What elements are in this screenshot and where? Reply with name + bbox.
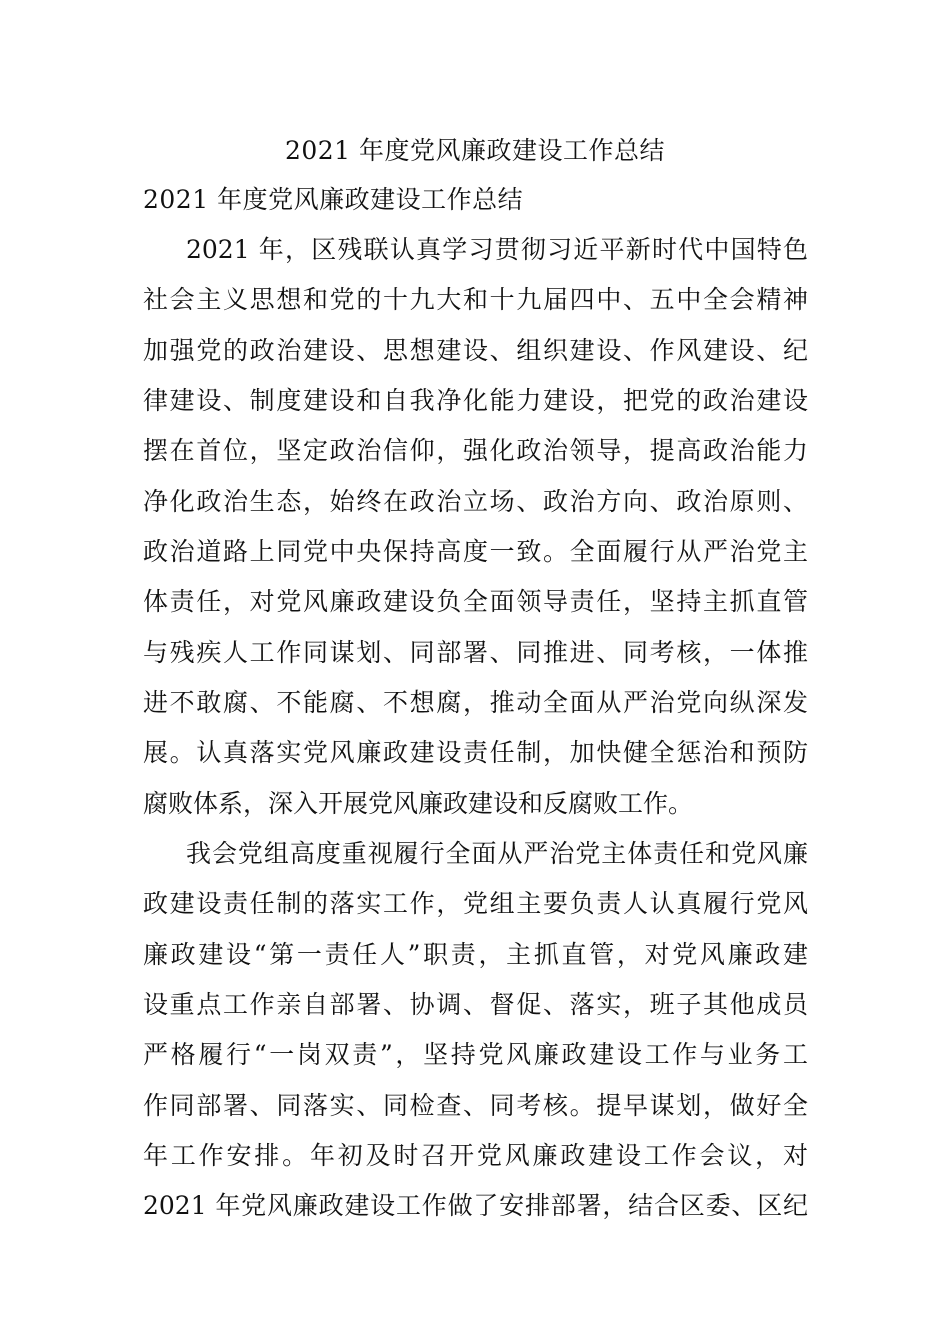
- paragraph-1-line: 体责任，对党风廉政建设负全面领导责任，坚持主抓直管: [143, 587, 808, 616]
- document-title: 2021 年度党风廉政建设工作总结: [284, 136, 666, 165]
- paragraph-1-line: 腐败体系，深入开展党风廉政建设和反腐败工作。: [143, 789, 694, 818]
- paragraph-2-line: 年工作安排。年初及时召开党风廉政建设工作会议，对: [143, 1141, 808, 1170]
- paragraph-2-line: 设重点工作亲自部署、协调、督促、落实，班子其他成员: [143, 990, 808, 1019]
- paragraph-1-line: 加强党的政治建设、思想建设、组织建设、作风建设、纪: [143, 336, 808, 365]
- paragraph-2-line: 廉政建设“第一责任人”职责，主抓直管，对党风廉政建: [143, 940, 808, 969]
- paragraph-1-line: 进不敢腐、不能腐、不想腐，推动全面从严治党向纵深发: [143, 688, 808, 717]
- paragraph-2-line: 我会党组高度重视履行全面从严治党主体责任和党风廉: [186, 839, 808, 868]
- paragraph-1-line: 政治道路上同党中央保持高度一致。全面履行从严治党主: [143, 537, 808, 566]
- paragraph-1-line: 展。认真落实党风廉政建设责任制，加快健全惩治和预防: [143, 738, 808, 767]
- paragraph-1-line: 与残疾人工作同谋划、同部署、同推进、同考核，一体推: [143, 638, 808, 667]
- paragraph-2-line: 2021 年党风廉政建设工作做了安排部署，结合区委、区纪: [143, 1191, 808, 1220]
- paragraph-2-line: 作同部署、同落实、同检查、同考核。提早谋划，做好全: [143, 1091, 808, 1120]
- paragraph-1-line: 净化政治生态，始终在政治立场、政治方向、政治原则、: [143, 487, 808, 516]
- paragraph-1-line: 社会主义思想和党的十九大和十九届四中、五中全会精神: [143, 285, 808, 314]
- paragraph-1-line: 摆在首位，坚定政治信仰，强化政治领导，提高政治能力: [143, 436, 808, 465]
- paragraph-2-line: 政建设责任制的落实工作，党组主要负责人认真履行党风: [143, 889, 808, 918]
- paragraph-1-line: 2021 年，区残联认真学习贯彻习近平新时代中国特色: [186, 235, 808, 264]
- document-subtitle: 2021 年度党风廉政建设工作总结: [143, 185, 524, 214]
- paragraph-2-line: 严格履行“一岗双责”，坚持党风廉政建设工作与业务工: [143, 1040, 808, 1069]
- paragraph-1-line: 律建设、制度建设和自我净化能力建设，把党的政治建设: [143, 386, 808, 415]
